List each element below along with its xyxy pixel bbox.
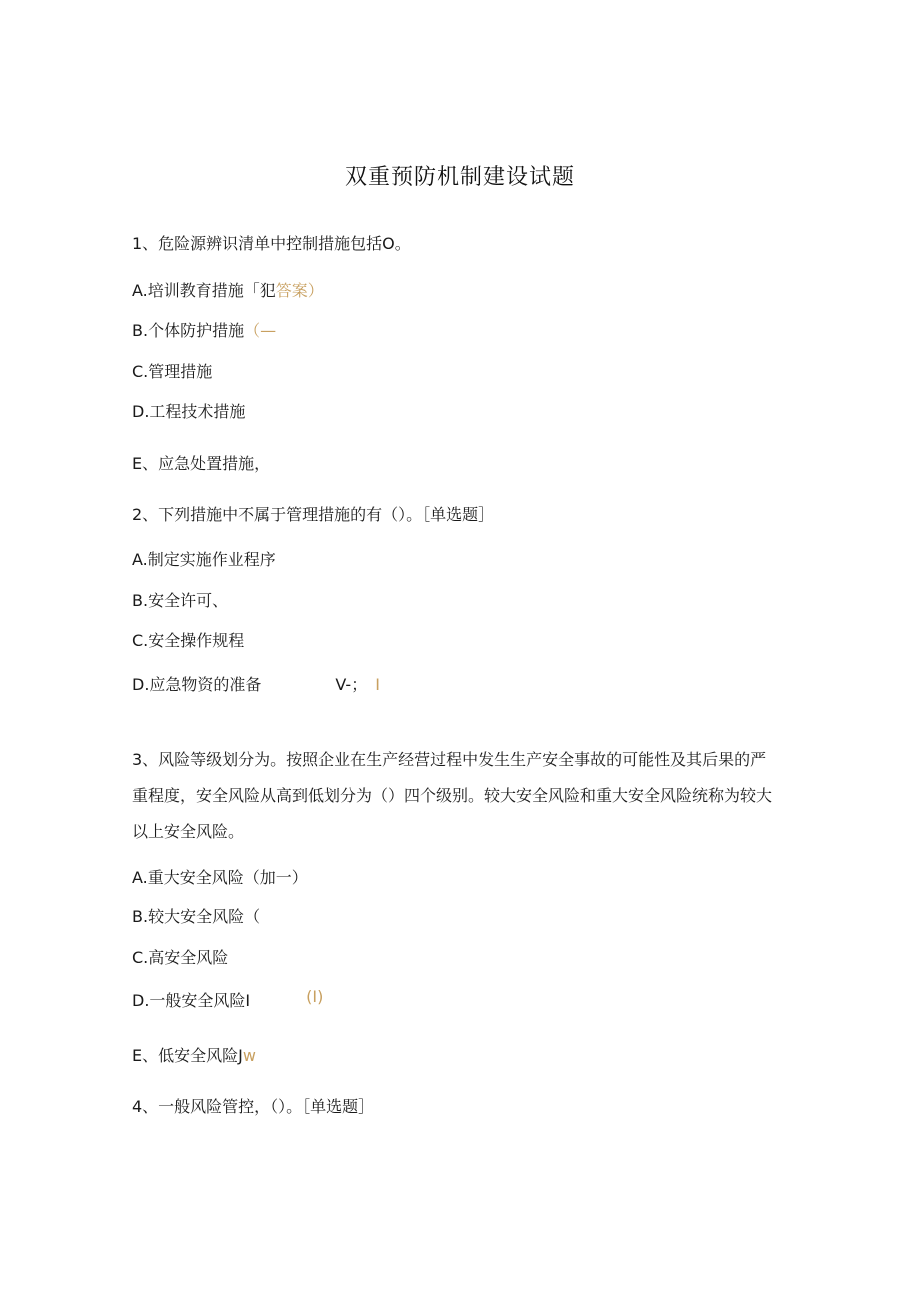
answer-annotation: I <box>375 675 380 694</box>
question-2-option-c: C.安全操作规程 <box>132 631 245 650</box>
question-2-option-d <box>132 675 380 695</box>
question-3-stem: 3、风险等级划分为。按照企业在生产经营过程中发生生产安全事故的可能性及其后果的严重程度，安全风险从高到低划分为（）四个级别。较大安全风险和重大安全风险统称为较大以上安全风险。 <box>132 750 773 841</box>
question-1-option-e: E、应急处置措施， <box>132 454 271 473</box>
question-3-option-c: C.高安全风险 <box>132 948 229 967</box>
question-3-option-b: B.较大安全风险（ <box>132 907 261 926</box>
question-2-stem: 2、下列措施中不属于管理措施的有（）。［单选题］ <box>132 505 495 524</box>
answer-annotation: w <box>242 1046 256 1065</box>
question-1-option-d: D.工程技术措施 <box>132 402 246 421</box>
question-1-stem: 1、危险源辨识清单中控制措施包括O。 <box>132 234 411 253</box>
question-1-option-c: C.管理措施 <box>132 362 213 381</box>
option-e-text: E、低安全风险J <box>132 1046 243 1065</box>
answer-annotation: 答案） <box>275 281 324 300</box>
question-2-option-b: B.安全许可、 <box>132 591 229 610</box>
question-1-option-a <box>132 281 324 301</box>
question-4-stem: 4、一般风险管控，（）。［单选题］ <box>132 1097 375 1116</box>
page-title: 双重预防机制建设试题 <box>344 165 575 190</box>
question-3-option-a: A.重大安全风险（加一） <box>132 868 308 887</box>
option-b-text: B.个体防护措施 <box>132 321 245 340</box>
option-d-text: D.一般安全风险I <box>132 991 251 1010</box>
question-2-option-a: A.制定实施作业程序 <box>132 550 276 569</box>
question-1-option-b <box>132 321 276 341</box>
answer-annotation: （— <box>244 321 277 340</box>
answer-annotation: (I) <box>306 987 324 1006</box>
option-d-text: D.应急物资的准备 <box>132 675 262 694</box>
question-3-option-d <box>132 987 324 1011</box>
mark-text: V-； <box>335 675 368 694</box>
option-a-text: A.培训教育措施「犯 <box>132 281 276 300</box>
question-3-option-e <box>132 1046 256 1066</box>
